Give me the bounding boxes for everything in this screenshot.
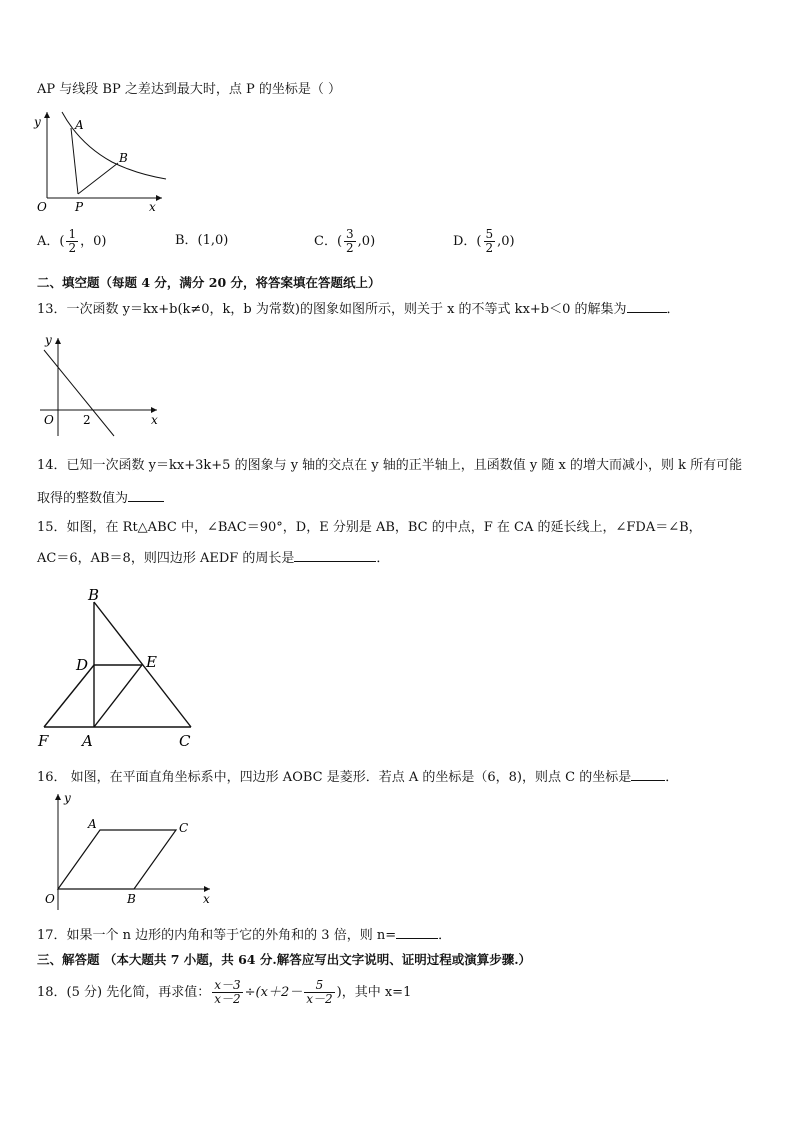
q12-x-label: x [149,200,156,214]
q18-text: 18．(5 分) 先化简，再求值： $\frac{x-3}{x-2}$ ÷(x＋2－ $\frac{5}{x-2}$ )，其中 x=1 [37,978,412,1006]
q12-p-label: P [75,200,84,214]
q14-line1: 14．已知一次函数 y＝kx+3k+5 的图象与 y 轴的交点在 y 轴的正半轴上，且函数值 y 随 x 的增大而减小，则 k 所有可能 [37,458,743,473]
q17-text: 17．如果一个 n 边形的内角和等于它的外角和的 3 倍，则 n= ． [37,928,452,943]
q16-y-label: y [64,791,71,805]
q14-line2: 取得的整数值为 [37,489,164,509]
q15-d-label: D [76,656,89,674]
q12-a-label: A [75,118,84,132]
q12-b-label: B [119,151,128,165]
q12-option-d: D．( $\frac{5}{2}$ ,0) [453,227,515,255]
q13-figure [35,330,165,440]
q15-c-label: C [179,732,191,750]
q12-o-label: O [37,200,47,214]
q16-b-label: B [127,892,136,906]
q15-line2: AC＝6，AB＝8，则四边形 AEDF 的周长是 ． [37,551,390,566]
q12-figure [30,108,180,213]
q16-o-label: O [45,892,55,906]
q12-option-b: B．(1,0) [175,233,229,248]
q13-y-label: y [45,333,52,347]
q12-option-c: C．( $\frac{3}{2}$ ,0) [314,227,376,255]
q15-b-label: B [88,586,100,604]
q16-figure [40,790,220,915]
q15-line1: 15．如图，在 Rt△ABC 中，∠BAC＝90°，D，E 分别是 AB，BC 的中点，F 在 CA 的延长线上，∠FDA＝∠B， [37,520,702,535]
section2-title: 二、填空题（每题 4 分，满分 20 分，将答案填在答题纸上） [37,275,381,290]
q12-stem-tail: AP 与线段 BP 之差达到最大时，点 P 的坐标是（ ） [37,82,341,97]
q13-x-label: x [151,413,158,427]
q15-f-label: F [38,732,49,750]
q16-text: 16． 如图，在平面直角坐标系中，四边形 AOBC 是菱形．若点 A 的坐标是（6，8)，则点 C 的坐标是 ． [37,770,679,785]
section3-title: 三、解答题 （本大题共 7 小题，共 64 分.解答应写出文字说明、证明过程或演算步骤.） [37,952,532,967]
q16-c-label: C [179,821,189,835]
q16-x-label: x [203,892,210,906]
q13-two-label: 2 [83,413,91,427]
q16-a-label: A [88,817,97,831]
q15-figure [36,584,201,754]
q13-o-label: O [44,413,54,427]
q15-e-label: E [146,653,157,671]
q12-option-a: A．( $\frac{1}{2}$ ，0) [37,227,107,255]
q13-text: 13．一次函数 y＝kx+b(k≠0，k，b 为常数)的图象如图所示，则关于 x 的不等式 kx+b＜0 的解集为 ． [37,302,680,317]
q12-y-label: y [34,115,41,129]
q15-a-label: A [82,732,93,750]
